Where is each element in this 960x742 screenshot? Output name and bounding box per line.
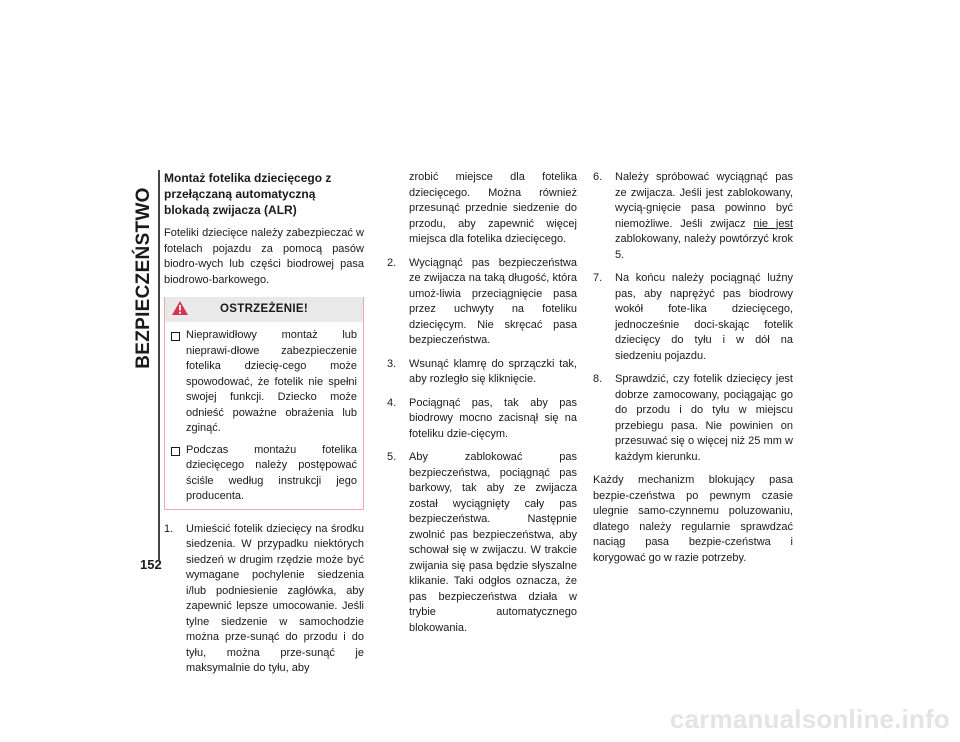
step-1-continuation: zrobić miejsce dla fotelika dziecięcego. Można również przesunąć przednie siedzenie do przodu, aby zapewnić więcej miejsca dla fotelika dziecięcego.: [409, 171, 577, 245]
step-item-5: [387, 450, 577, 636]
side-section-tab: [130, 170, 158, 385]
intro-paragraph: Foteliki dziecięce należy zabezpieczać w fotelach pojazdu za pomocą pasów biodro-wych lub części biodrowej pasa biodrowo-barkowego.: [164, 227, 364, 286]
closing-paragraph: Każdy mechanizm blokujący pasa bezpie-czeństwa po pewnym czasie ulegnie samo-czynnemu poluzowaniu, dlatego należy regularnie sprawdzać naciąg pasa bezpie-czeństwa i korygować go w razie potrzeby.: [593, 474, 793, 564]
step-text: Wsunąć klamrę do sprzączki tak, aby rozległo się kliknięcie.: [409, 357, 577, 385]
step-number: 8.: [593, 373, 603, 385]
page-number: 152: [140, 557, 162, 572]
watermark-text: carmanualsonline.info: [669, 704, 950, 734]
step-number: 6.: [593, 171, 603, 183]
step-item-3: [387, 357, 577, 388]
step-number: 2.: [387, 256, 397, 269]
step-text-part: zablokowany, należy powtórzyć krok 5.: [615, 233, 793, 261]
bullet-square-icon: [171, 332, 180, 341]
step-number: 7.: [593, 272, 603, 284]
step-text: [615, 170, 793, 263]
step-item-7: [593, 271, 793, 364]
step-text: Na końcu należy pociągnąć luźny pas, aby naprężyć pas biodrowy wokół fote-lika dziecięcego, jednocześnie doci-skając fotelik dziecięcy do tyłu i w dół na siedzeniu pojazdu.: [615, 272, 793, 362]
step-item-2: [387, 256, 577, 349]
warning-item-text: Podczas montażu fotelika dziecięcego należy postępować ściśle według instrukcji jego producenta.: [186, 443, 357, 502]
step-number: 4.: [387, 396, 397, 409]
warning-triangle-icon: [171, 300, 189, 316]
step-number: 3.: [387, 357, 397, 370]
warning-item-text: Nieprawidłowy montaż lub nieprawi-dłowe zabezpieczenie fotelika dziecię-cego może spowodować, że fotelik nie spełni swojej funkcji. Dziecko może odnieść poważne obrażenia lub zginąć.: [186, 329, 357, 434]
warning-item: [165, 322, 363, 437]
section-title: Montaż fotelika dziecięcego z przełączaną automatyczną blokadą zwijacza (ALR): [164, 171, 332, 217]
warning-box: [164, 297, 364, 510]
step-text: Aby zablokować pas bezpieczeństwa, pociągnąć pas barkowy, tak aby ze zwijacza został wyciągnięty cały pas bezpieczeństwa. Następnie zwolnić pas bezpieczeństwa, aby schował się w zwijaczu. W trakcie zwijania się pasa będzie słyszalne klikanie. Taki odgłos oznacza, że pas bezpieczeństwa działa w trybie automatycznego blokowania.: [409, 451, 577, 634]
step-number: 5.: [387, 451, 397, 463]
step-text: Wyciągnąć pas bezpieczeństwa ze zwijacza na taką długość, która umoż-liwia przeciągnięcie pasa przez uchwyty na foteliku dziecięcym. Nie skręcać pasa bezpieczeństwa.: [409, 256, 577, 346]
side-divider: [158, 170, 160, 560]
warning-header: [165, 297, 363, 322]
column-right: [593, 170, 793, 566]
step-item-6: [593, 170, 793, 263]
step-text: Pociągnąć pas, tak aby pas biodrowy mocno zacisnął się na foteliku dzie-cięcym.: [409, 396, 577, 440]
step-item-4: [387, 396, 577, 443]
step-number: 1.: [164, 522, 174, 535]
bullet-square-icon: [171, 447, 180, 456]
step-text-emphasis: nie jest: [753, 217, 793, 230]
column-middle: [387, 170, 577, 644]
step-item-1: [164, 522, 364, 677]
step-text-part: Należy spróbować wyciągnąć pas ze zwijacza. Jeśli jest zablokowany, wycią-gnięcie pasa powinno być niemożliwe. Jeśli zwijacz: [615, 171, 793, 230]
warning-title: OSTRZEŻENIE!: [220, 302, 308, 315]
step-text: Umieścić fotelik dziecięcy na środku siedzenia. W przypadku niektórych siedzeń w drugim rzędzie może być wymagane pochylenie siedzenia i/lub podniesienie zagłówka, aby zapewnić lepsze umocowanie. Jeśli tylne siedzenie w samochodzie można prze-sunąć do przodu i do tyłu, można prze-sunąć je maksymalnie do tyłu, aby: [186, 522, 364, 674]
side-section-label: BEZPIECZEŃSTWO: [133, 186, 155, 369]
column-left: [164, 170, 364, 685]
step-text: Sprawdzić, czy fotelik dziecięcy jest dobrze zamocowany, pociągając go do przodu i do tyłu w miejscu przebiegu pasa. Nie powinien on przesuwać się o więcej niż 25 mm w każdym kierunku.: [615, 373, 793, 463]
warning-item: [165, 437, 363, 505]
step-item-8: [593, 372, 793, 465]
